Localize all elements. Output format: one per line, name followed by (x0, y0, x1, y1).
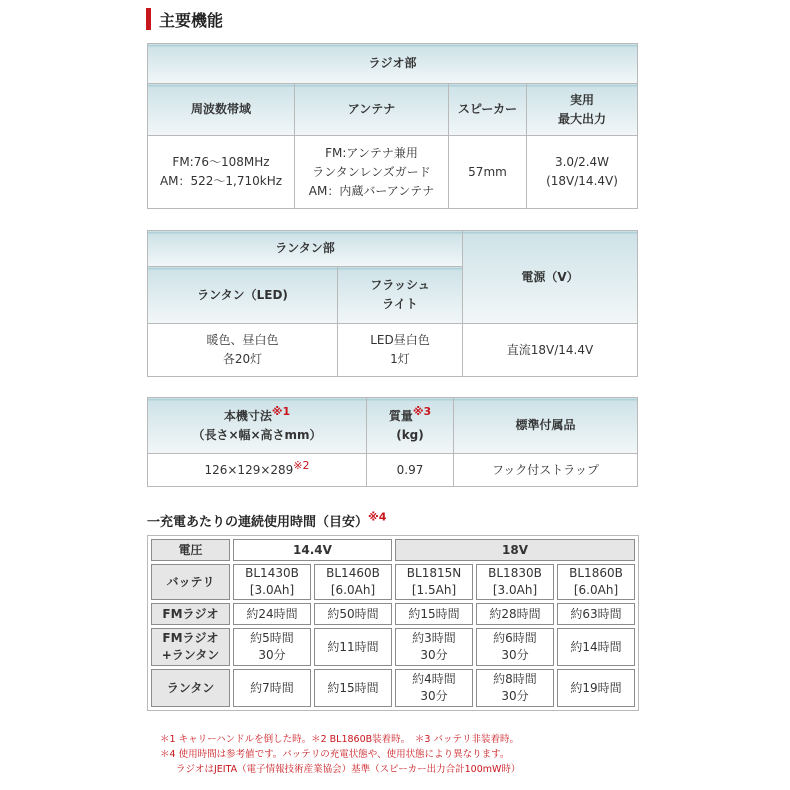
speaker-header: スピーカー (449, 84, 527, 136)
dimensions-spec-table (147, 397, 638, 487)
runtime-table (147, 535, 639, 711)
battery-label: バッテリ (151, 564, 230, 600)
runtime-row (151, 603, 635, 625)
mass-header-mark: ※3 (412, 404, 432, 418)
battery-capacity: [6.0Ah] (573, 583, 619, 597)
runtime-cell (476, 628, 554, 666)
size-header-line2: （長さ×幅×高さmm） (192, 427, 322, 442)
led-line2: 各20灯 (222, 352, 263, 366)
runtime-title-text: 一充電あたりの連続使用時間（目安） (147, 515, 369, 530)
section-title: 主要機能 (159, 10, 224, 30)
mode-label-line2: +ランタン (161, 648, 220, 662)
runtime-hours: 約15時間 (408, 606, 460, 621)
runtime-cell (314, 669, 392, 707)
mass-header-label: 質量 (388, 408, 413, 423)
section-heading (146, 8, 223, 30)
accessory-value: フック付ストラップ (454, 454, 638, 487)
size-header (148, 398, 367, 454)
runtime-minutes: 30分 (420, 689, 448, 703)
mass-value: 0.97 (367, 454, 454, 487)
radio-group-header: ラジオ部 (148, 44, 638, 84)
runtime-hours: 約7時間 (250, 680, 294, 695)
runtime-cell (476, 603, 554, 625)
battery-capacity: [3.0Ah] (492, 583, 538, 597)
led-value (148, 324, 338, 377)
freq-value (148, 136, 295, 209)
led-header: ランタン（LED) (148, 267, 338, 324)
battery-cell (314, 564, 392, 600)
antenna-value (295, 136, 449, 209)
runtime-cell (395, 669, 473, 707)
antenna-line1: FM:アンテナ兼用 (325, 145, 418, 160)
footnote-line2 (160, 747, 520, 762)
runtime-minutes: 30分 (258, 648, 286, 662)
battery-model: BL1815N (406, 566, 462, 580)
radio-spec-table (147, 43, 638, 209)
runtime-hours: 約50時間 (327, 606, 379, 621)
battery-capacity: [1.5Ah] (411, 583, 457, 597)
lantern-spec-table (147, 230, 638, 377)
mass-header (367, 398, 454, 454)
runtime-title (147, 511, 386, 530)
runtime-hours: 約3時間 (412, 631, 456, 645)
footnote-line1: ＊1 キャリーハンドルを倒した時。＊2 BL1860B装着時。 ＊3 バッテリ非装着時。 (160, 734, 519, 745)
battery-model: BL1830B (488, 566, 542, 580)
runtime-cell (557, 603, 635, 625)
runtime-cell (314, 628, 392, 666)
antenna-line3: AM：内蔵バーアンテナ (308, 183, 435, 198)
runtime-hours: 約6時間 (493, 631, 537, 645)
antenna-header: アンテナ (295, 84, 449, 136)
battery-cell (476, 564, 554, 600)
size-header-mark: ※1 (271, 404, 291, 418)
power-value: 直流18V/14.4V (463, 324, 638, 377)
flash-header-line2: ライト (382, 297, 418, 311)
runtime-minutes: 30分 (501, 689, 529, 703)
output-header-line1: 実用 (570, 92, 595, 107)
antenna-line2: ランタンレンズガード (312, 164, 431, 179)
runtime-mode-label (151, 603, 230, 625)
runtime-cell (233, 628, 311, 666)
voltage-14v: 14.4V (233, 539, 392, 561)
runtime-hours: 約11時間 (327, 639, 379, 654)
footnote-line2-mark: ＊4 (160, 749, 176, 760)
runtime-cell (557, 669, 635, 707)
output-line1: 3.0/2.4W (554, 155, 610, 169)
runtime-title-mark: ※4 (368, 510, 387, 524)
runtime-hours: 約4時間 (412, 672, 456, 686)
runtime-row (151, 669, 635, 707)
runtime-hours: 約14時間 (570, 639, 622, 654)
mode-label-line1: FMラジオ (162, 631, 219, 645)
output-header-line2: 最大出力 (558, 111, 607, 126)
size-value-mark: ※2 (293, 458, 310, 472)
footnotes (160, 732, 520, 777)
size-value (148, 454, 367, 487)
voltage-18v: 18V (395, 539, 635, 561)
led-line1: 暖色、昼白色 (206, 333, 279, 347)
output-line2: (18V/14.4V) (546, 174, 618, 188)
runtime-cell (395, 603, 473, 625)
freq-header: 周波数帯域 (148, 84, 295, 136)
voltage-label: 電圧 (151, 539, 230, 561)
runtime-mode-label (151, 669, 230, 707)
runtime-row (151, 628, 635, 666)
battery-cell (395, 564, 473, 600)
mass-header-line1 (369, 404, 451, 426)
battery-model: BL1430B (245, 566, 299, 580)
runtime-hours: 約24時間 (246, 606, 298, 621)
runtime-cell (557, 628, 635, 666)
size-header-label: 本機寸法 (223, 408, 272, 423)
runtime-hours: 約15時間 (327, 680, 379, 695)
flash-line1: LED昼白色 (370, 333, 430, 347)
battery-capacity: [3.0Ah] (249, 583, 295, 597)
size-value-text: 126×129×289 (204, 462, 294, 477)
size-header-line1 (150, 404, 364, 426)
runtime-minutes: 30分 (420, 648, 448, 662)
runtime-mode-label (151, 628, 230, 666)
footnote-line2-text: 使用時間は参考値です。バッテリの充電状態や、使用状態により異なります。 (175, 749, 510, 760)
runtime-cell (476, 669, 554, 707)
lantern-group-header: ランタン部 (148, 231, 463, 267)
runtime-hours: 約28時間 (489, 606, 541, 621)
battery-cell (557, 564, 635, 600)
battery-model: BL1460B (326, 566, 380, 580)
runtime-cell (233, 603, 311, 625)
freq-fm: FM:76～108MHz (172, 155, 270, 169)
mass-header-line2: (kg) (396, 427, 424, 442)
runtime-hours: 約63時間 (570, 606, 622, 621)
accessory-header: 標準付属品 (454, 398, 638, 454)
flash-line2: 1灯 (390, 352, 410, 366)
mode-label-line1: ランタン (166, 680, 215, 695)
runtime-hours: 約8時間 (493, 672, 537, 686)
runtime-minutes: 30分 (501, 648, 529, 662)
flash-header (338, 267, 463, 324)
runtime-cell (314, 603, 392, 625)
heading-accent-bar (146, 8, 151, 30)
runtime-hours: 約19時間 (570, 680, 622, 695)
runtime-cell (233, 669, 311, 707)
runtime-cell (395, 628, 473, 666)
battery-cell (233, 564, 311, 600)
footnote-line3: ラジオはJEITA（電子情報技術産業協会）基準（スピーカー出力合計100mW時） (176, 764, 521, 775)
speaker-value: 57mm (449, 136, 527, 209)
flash-header-line1: フラッシュ (370, 278, 430, 292)
flash-value (338, 324, 463, 377)
runtime-hours: 約5時間 (250, 631, 294, 645)
battery-model: BL1860B (569, 566, 623, 580)
freq-am: AM：522～1,710kHz (159, 174, 283, 188)
output-value (527, 136, 638, 209)
output-header (527, 84, 638, 136)
battery-capacity: [6.0Ah] (330, 583, 376, 597)
power-header: 電源（V） (463, 231, 638, 324)
mode-label-line1: FMラジオ (162, 606, 219, 621)
